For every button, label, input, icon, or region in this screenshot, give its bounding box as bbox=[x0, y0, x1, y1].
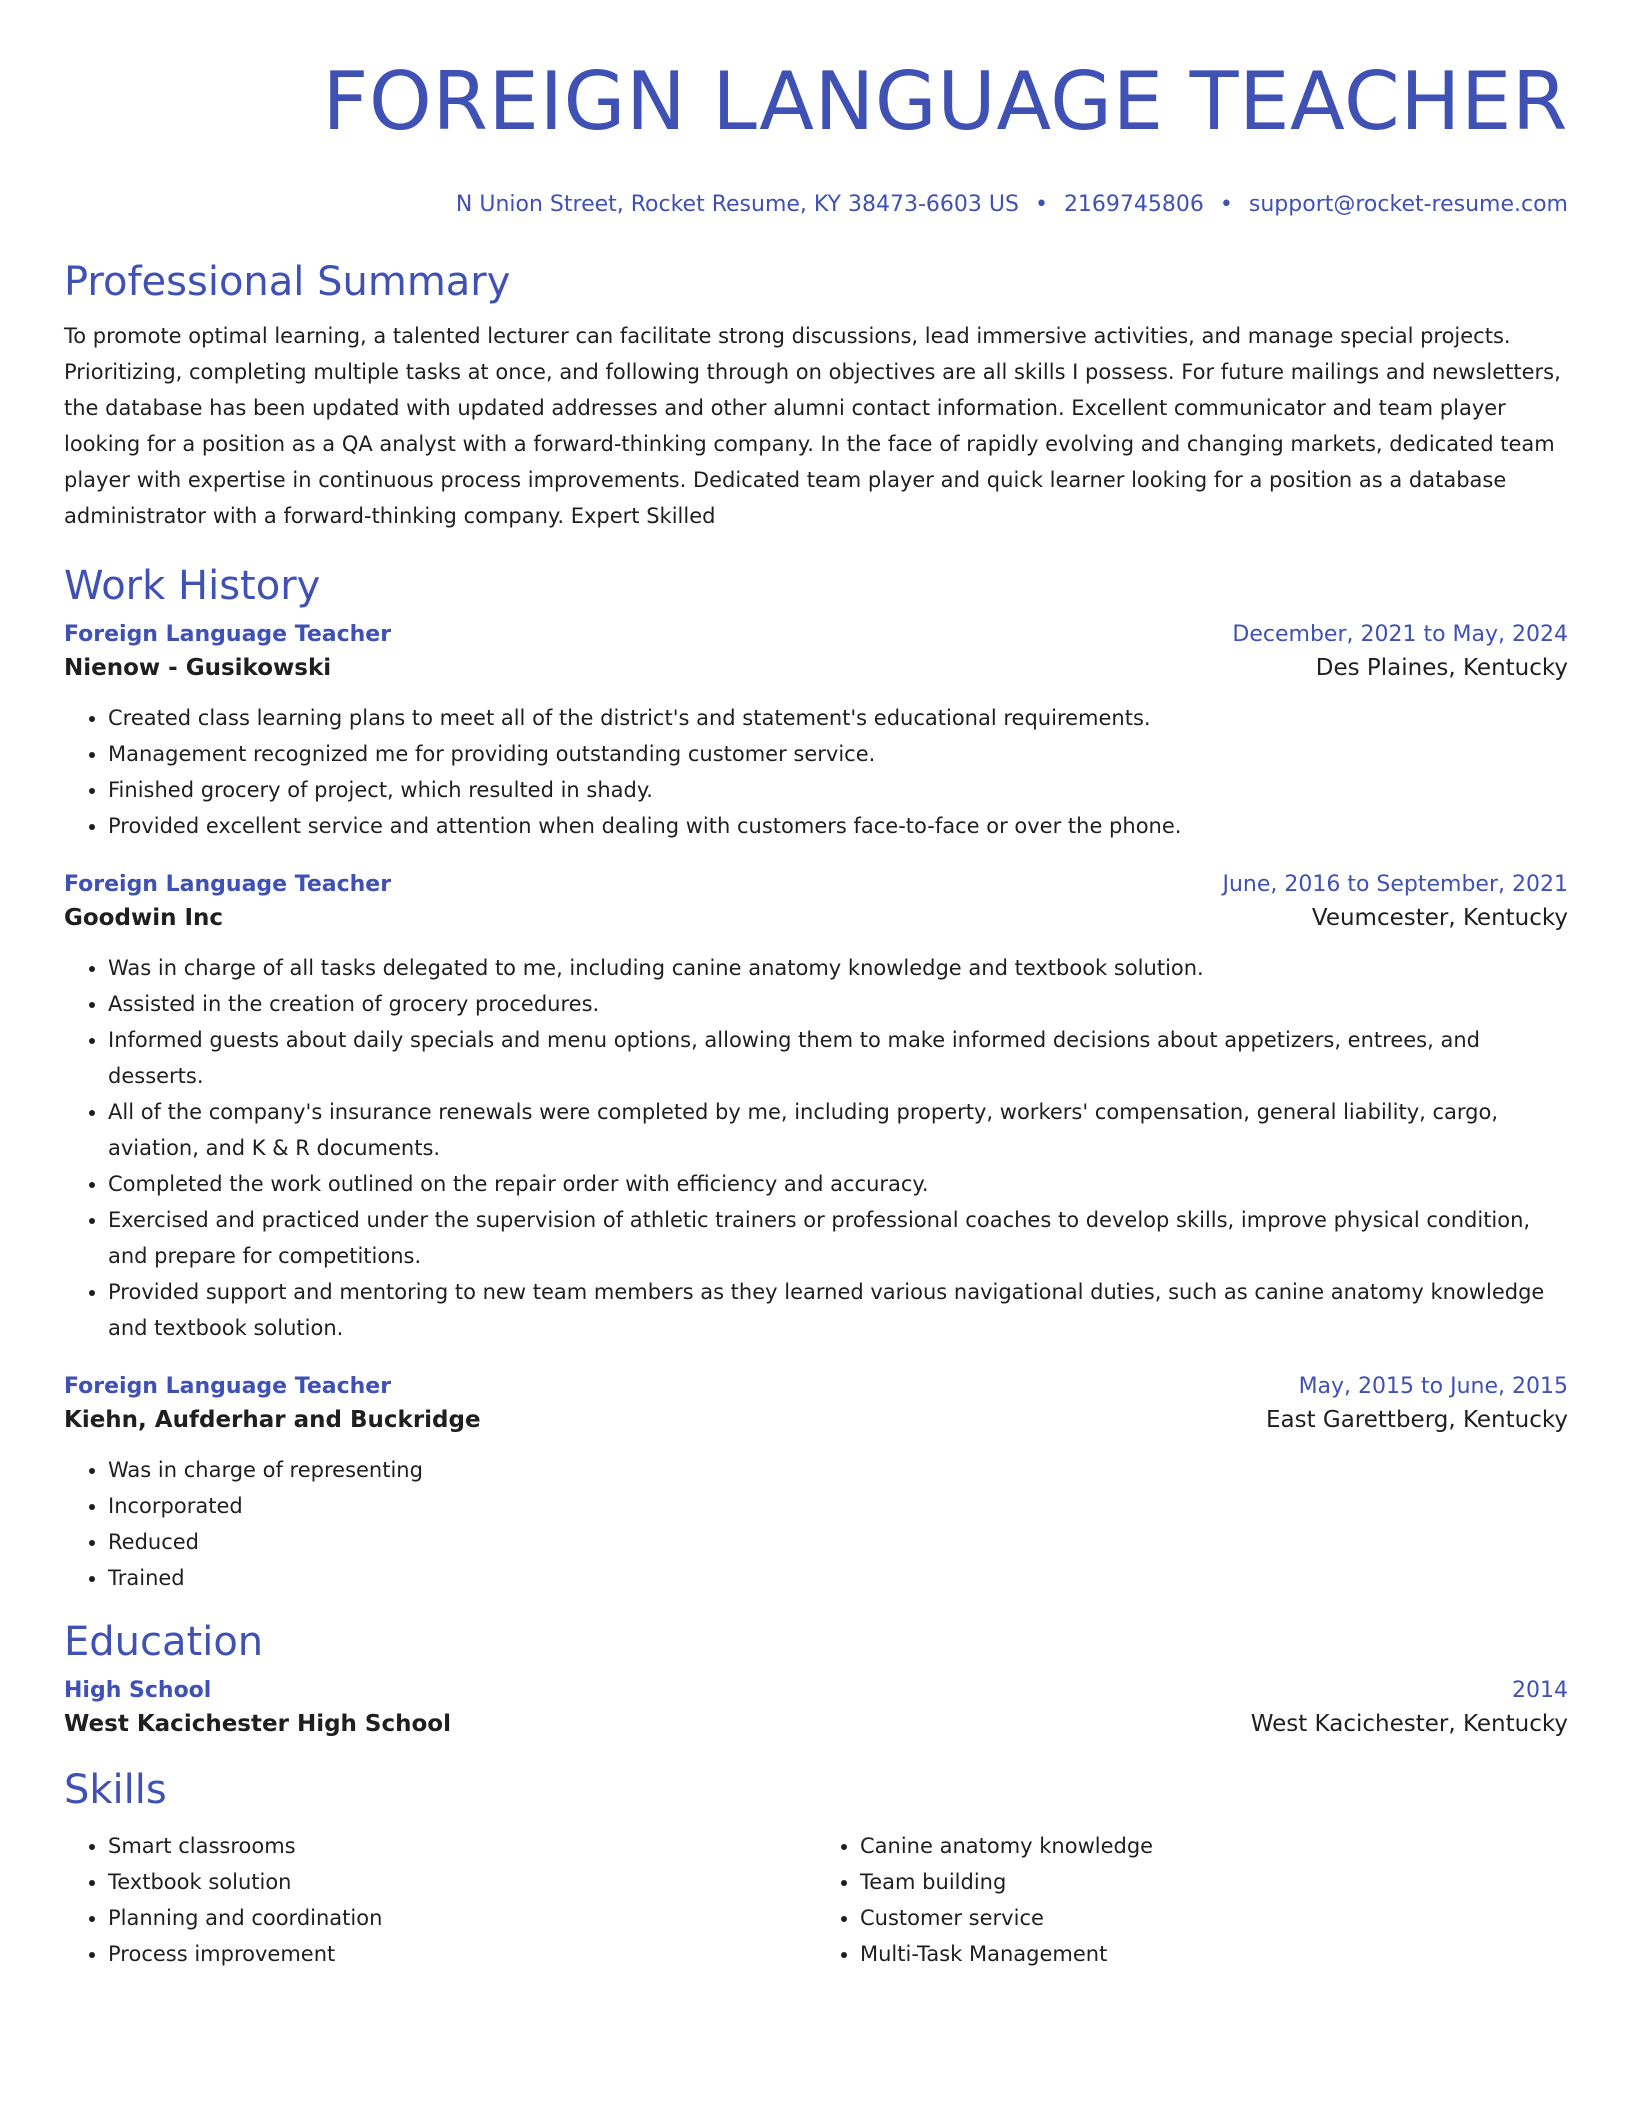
section-heading: Professional Summary bbox=[64, 259, 511, 305]
education-section bbox=[64, 1618, 1568, 1742]
list-item: • Trained bbox=[108, 1560, 1568, 1596]
summary-text: To promote optimal learning, a talented lecturer can facilitate strong discussions, lead immersive activities, and manage special projects. Prioritizing, completing multiple tasks at once, and following through on objectives are all skills I possess. For future mailings and newsletters, the database has been updated with updated addresses and other alumni contact information. Excellent communicator and team player looking for a position as a QA analyst with a forward-thinking company. In the face of rapidly evolving and changing markets, dedicated team player with expertise in continuous process improvements. Dedicated team player and quick learner looking for a position as a database administrator with a forward-thinking company. Expert Skilled bbox=[64, 324, 1561, 528]
list-item: • Exercised and practiced under the supervision of athletic trainers or professional coaches to develop skills, improve physical condition, and prepare for competitions. bbox=[108, 1202, 1568, 1274]
skill-item: • Team building bbox=[860, 1864, 1568, 1900]
contact-separator: • bbox=[1219, 192, 1233, 217]
job-dates: December, 2021 to May, 2024 bbox=[1232, 622, 1568, 647]
list-item: • Was in charge of all tasks delegated to me, including canine anatomy knowledge and textbook solution. bbox=[108, 950, 1568, 986]
job-title: Foreign Language Teacher bbox=[64, 622, 392, 647]
resume-title: FOREIGN LANGUAGE TEACHER bbox=[322, 55, 1568, 148]
skill-item: • Process improvement bbox=[108, 1936, 816, 1972]
education-degree: High School bbox=[64, 1678, 212, 1703]
contact-line bbox=[64, 192, 1568, 218]
skills-list-right bbox=[816, 1828, 1568, 1972]
skill-item: • Smart classrooms bbox=[108, 1828, 816, 1864]
list-item: • All of the company's insurance renewals were completed by me, including property, workers' compensation, general liability, cargo, aviation, and K & R documents. bbox=[108, 1094, 1568, 1166]
list-item: • Incorporated bbox=[108, 1488, 1568, 1524]
list-item: • Completed the work outlined on the repair order with efficiency and accuracy. bbox=[108, 1166, 1568, 1202]
list-item: • Provided excellent service and attention when dealing with customers face-to-face or over the phone. bbox=[108, 808, 1568, 844]
education-location: West Kacichester, Kentucky bbox=[1250, 1711, 1568, 1737]
job-location: East Garettberg, Kentucky bbox=[1265, 1407, 1568, 1433]
job-location: Veumcester, Kentucky bbox=[1311, 905, 1568, 931]
list-item: • Management recognized me for providing outstanding customer service. bbox=[108, 736, 1568, 772]
job-bullets bbox=[64, 950, 1568, 1346]
list-item: • Finished grocery of project, which resulted in shady. bbox=[108, 772, 1568, 808]
job-bullets bbox=[64, 700, 1568, 844]
job-bullets bbox=[64, 1452, 1568, 1596]
section-heading: Skills bbox=[64, 1767, 167, 1813]
section-heading: Work History bbox=[64, 563, 321, 609]
list-item: • Informed guests about daily specials and menu options, allowing them to make informed decisions about appetizers, entrees, and desserts. bbox=[108, 1022, 1568, 1094]
contact-email: support@rocket-resume.com bbox=[1248, 192, 1568, 217]
contact-address: N Union Street, Rocket Resume, KY 38473-6603 US bbox=[455, 192, 1019, 217]
job-entry bbox=[64, 870, 1568, 1346]
list-item: • Reduced bbox=[108, 1524, 1568, 1560]
list-item: • Provided support and mentoring to new team members as they learned various navigational duties, such as canine anatomy knowledge and textbook solution. bbox=[108, 1274, 1568, 1346]
contact-phone: 2169745806 bbox=[1063, 192, 1204, 217]
job-location: Des Plaines, Kentucky bbox=[1315, 655, 1568, 681]
skill-item: • Multi-Task Management bbox=[860, 1936, 1568, 1972]
skills-section bbox=[64, 1766, 1568, 1972]
job-entry bbox=[64, 1372, 1568, 1596]
skill-item: • Customer service bbox=[860, 1900, 1568, 1936]
list-item: • Assisted in the creation of grocery procedures. bbox=[108, 986, 1568, 1022]
education-year: 2014 bbox=[1512, 1678, 1568, 1703]
job-employer: Nienow - Gusikowski bbox=[64, 655, 332, 681]
education-school: West Kacichester High School bbox=[64, 1711, 451, 1737]
contact-separator: • bbox=[1034, 192, 1048, 217]
skills-list-left bbox=[64, 1828, 816, 1972]
job-entry bbox=[64, 620, 1568, 844]
skill-item: • Textbook solution bbox=[108, 1864, 816, 1900]
skill-item: • Planning and coordination bbox=[108, 1900, 816, 1936]
job-employer: Kiehn, Aufderhar and Buckridge bbox=[64, 1407, 481, 1433]
section-heading: Education bbox=[64, 1619, 264, 1665]
skill-item: • Canine anatomy knowledge bbox=[860, 1828, 1568, 1864]
work-section bbox=[64, 562, 1568, 1596]
job-dates: May, 2015 to June, 2015 bbox=[1298, 1374, 1568, 1399]
job-employer: Goodwin Inc bbox=[64, 905, 224, 931]
list-item: • Created class learning plans to meet all of the district's and statement's educational requirements. bbox=[108, 700, 1568, 736]
summary-section bbox=[64, 258, 1568, 534]
job-title: Foreign Language Teacher bbox=[64, 1374, 392, 1399]
job-title: Foreign Language Teacher bbox=[64, 872, 392, 897]
list-item: • Was in charge of representing bbox=[108, 1452, 1568, 1488]
job-dates: June, 2016 to September, 2021 bbox=[1222, 872, 1568, 897]
